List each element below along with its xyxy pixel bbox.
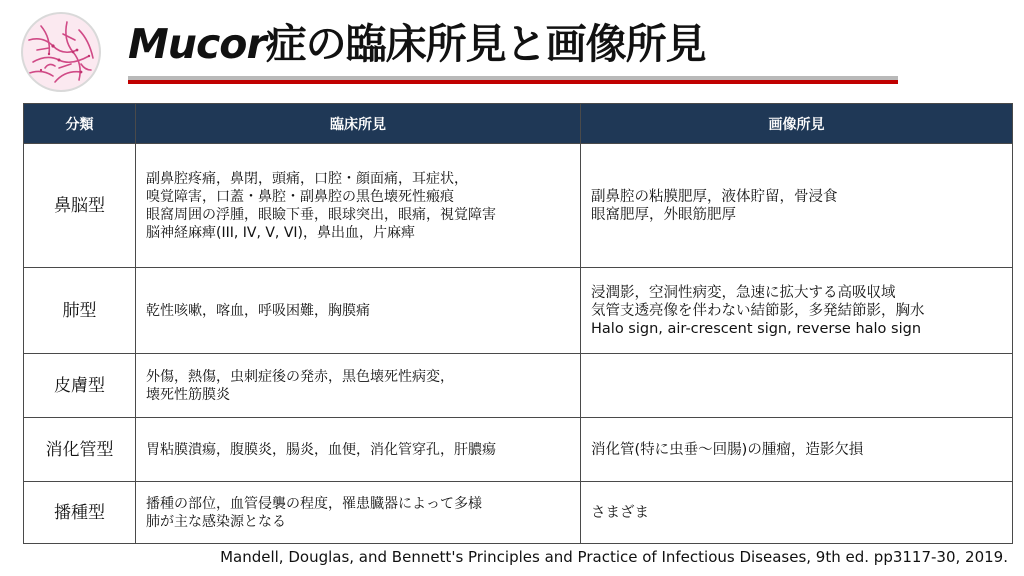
clinical-line: 播種の部位，血管侵襲の程度，罹患臓器によって多様 [146,495,482,512]
clinical-line: 壊死性筋膜炎 [146,386,230,403]
table-row [24,354,1013,418]
clinical-line: 外傷，熱傷，虫刺症後の発赤，黒色壊死性病変， [146,368,454,385]
row-category: 肺型 [24,268,136,354]
header-category: 分類 [24,104,136,144]
table-row [24,482,1013,544]
row-category: 消化管型 [24,418,136,482]
row-category: 皮膚型 [24,354,136,418]
row-category: 鼻脳型 [24,144,136,268]
imaging-line: 眼窩肥厚，外眼筋肥厚 [591,206,736,223]
clinical-line: 嗅覚障害，口蓋・鼻腔・副鼻腔の黒色壊死性瘢痕 [146,188,454,205]
clinical-line: 眼窩周囲の浮腫，眼瞼下垂，眼球突出，眼痛，視覚障害 [146,206,496,223]
imaging-line: 気管支透亮像を伴わない結節影，多発結節影，胸水 [591,302,925,319]
row-clinical [136,144,581,268]
table-row [24,268,1013,354]
mucor-microscopy-icon [19,10,103,94]
page-title-rest: 症の臨床所見と画像所見 [265,20,706,68]
findings-table [23,103,1013,544]
citation: Mandell, Douglas, and Bennett's Principles and Practice of Infectious Diseases, 9th ed. pp3117-30, 2019. [220,548,1008,566]
imaging-line: 消化管(特に虫垂～回腸)の腫瘤，造影欠損 [591,441,864,458]
header-clinical: 臨床所見 [136,104,581,144]
row-clinical [136,418,581,482]
row-clinical [136,482,581,544]
page-title-latin: Mucor [128,20,266,68]
row-imaging [581,418,1013,482]
title-underline [128,80,898,84]
row-imaging [581,268,1013,354]
page-title [128,14,706,74]
row-clinical [136,354,581,418]
table-row [24,144,1013,268]
table-header-row [24,104,1013,144]
imaging-line: 副鼻腔の粘膜肥厚，液体貯留，骨浸食 [591,188,838,205]
row-imaging [581,482,1013,544]
clinical-line: 脳神経麻痺(III, IV, V, VI)，鼻出血，片麻痺 [146,224,416,241]
clinical-line: 肺が主な感染源となる [146,513,286,530]
clinical-line: 副鼻腔疼痛，鼻閉，頭痛，口腔・顔面痛，耳症状， [146,170,468,187]
imaging-line: さまざま [591,504,649,521]
row-imaging [581,144,1013,268]
imaging-line: 浸潤影，空洞性病変，急速に拡大する高吸収域 [591,284,896,301]
row-clinical [136,268,581,354]
table-row [24,418,1013,482]
header-imaging: 画像所見 [581,104,1013,144]
row-category: 播種型 [24,482,136,544]
imaging-line: Halo sign, air-crescent sign, reverse halo sign [591,320,922,337]
row-imaging-empty [581,354,1013,418]
clinical-line: 乾性咳嗽，喀血，呼吸困難，胸膜痛 [146,302,370,319]
clinical-line: 胃粘膜潰瘍，腹膜炎，腸炎，血便，消化管穿孔，肝膿瘍 [146,441,496,458]
